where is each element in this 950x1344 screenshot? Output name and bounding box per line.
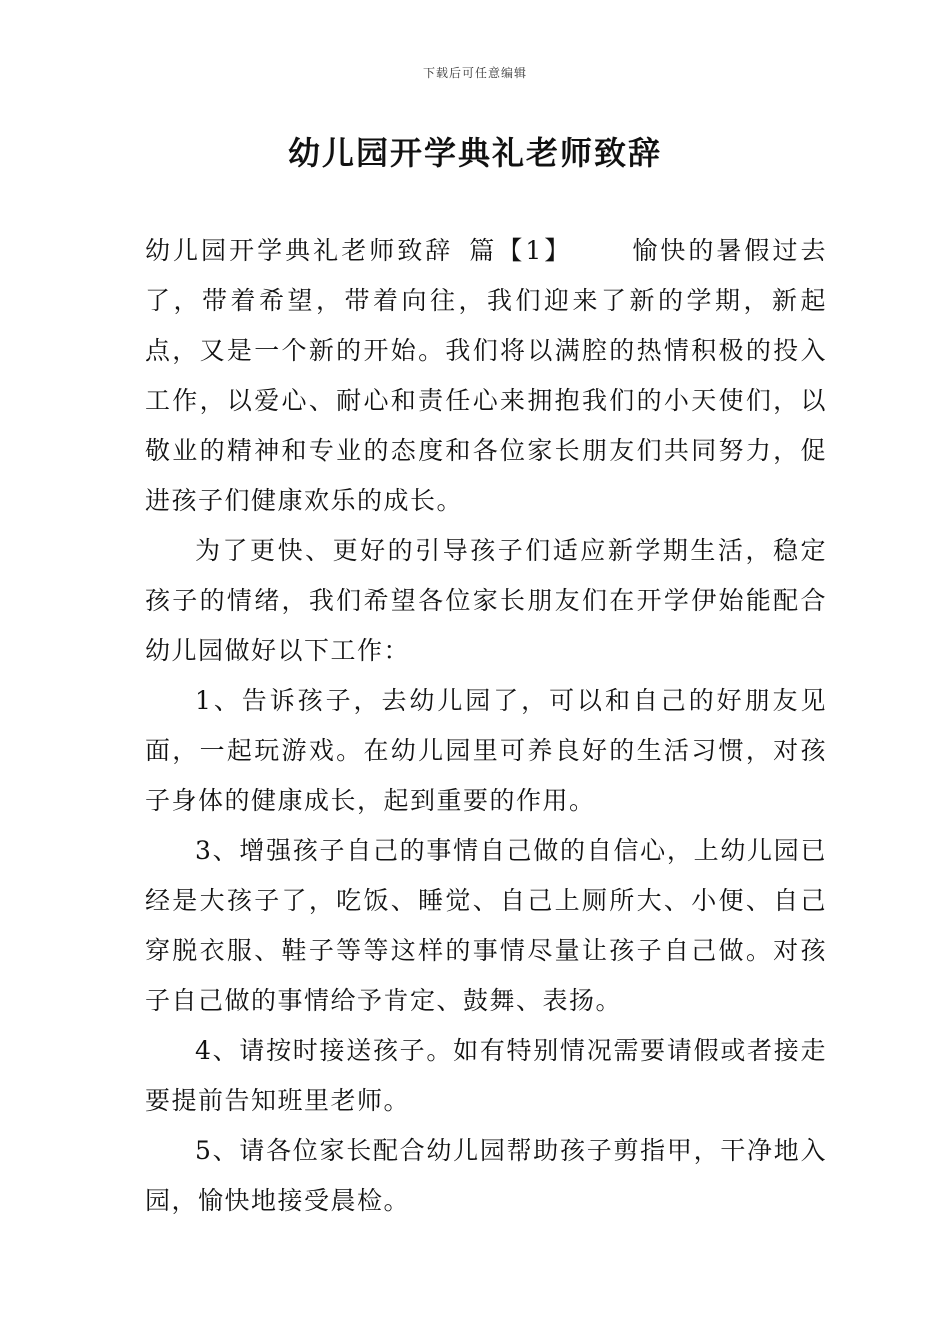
paragraph: 3、增强孩子自己的事情自己做的自信心，上幼儿园已经是大孩子了，吃饭、睡觉、自己上厕所大、小便、自己穿脱衣服、鞋子等等这样的事情尽量让孩子自己做。对孩子自己做的事情给予肯定、鼓舞、表扬。 <box>145 836 827 1015</box>
document-body <box>145 226 827 1226</box>
paragraph: 4、请按时接送孩子。如有特别情况需要请假或者接走要提前告知班里老师。 <box>145 1036 827 1115</box>
paragraph: 1、告诉孩子，去幼儿园了，可以和自己的好朋友见面，一起玩游戏。在幼儿园里可养良好的生活习惯，对孩子身体的健康成长，起到重要的作用。 <box>145 686 827 815</box>
header-note: 下载后可任意编辑 <box>422 66 527 80</box>
intro-tag: 篇【1】 <box>469 236 573 265</box>
paragraph: 5、请各位家长配合幼儿园帮助孩子剪指甲，干净地入园，愉快地接受晨检。 <box>145 1136 827 1215</box>
document-title: 幼儿园开学典礼老师致辞 <box>287 134 662 172</box>
intro-label: 幼儿园开学典礼老师致辞 <box>145 236 454 265</box>
paragraph: 为了更快、更好的引导孩子们适应新学期生活，稳定孩子的情绪，我们希望各位家长朋友们在开学伊始能配合幼儿园做好以下工作： <box>145 536 827 665</box>
paragraph-text: 愉快的暑假过去了，带着希望，带着向往，我们迎来了新的学期，新起点，又是一个新的开始。我们将以满腔的热情积极的投入工作，以爱心、耐心和责任心来拥抱我们的小天使们，以敬业的精神和专业的态度和各位家长朋友们共同努力，促进孩子们健康欢乐的成长。 <box>145 236 827 515</box>
intro-paragraph <box>145 226 827 526</box>
